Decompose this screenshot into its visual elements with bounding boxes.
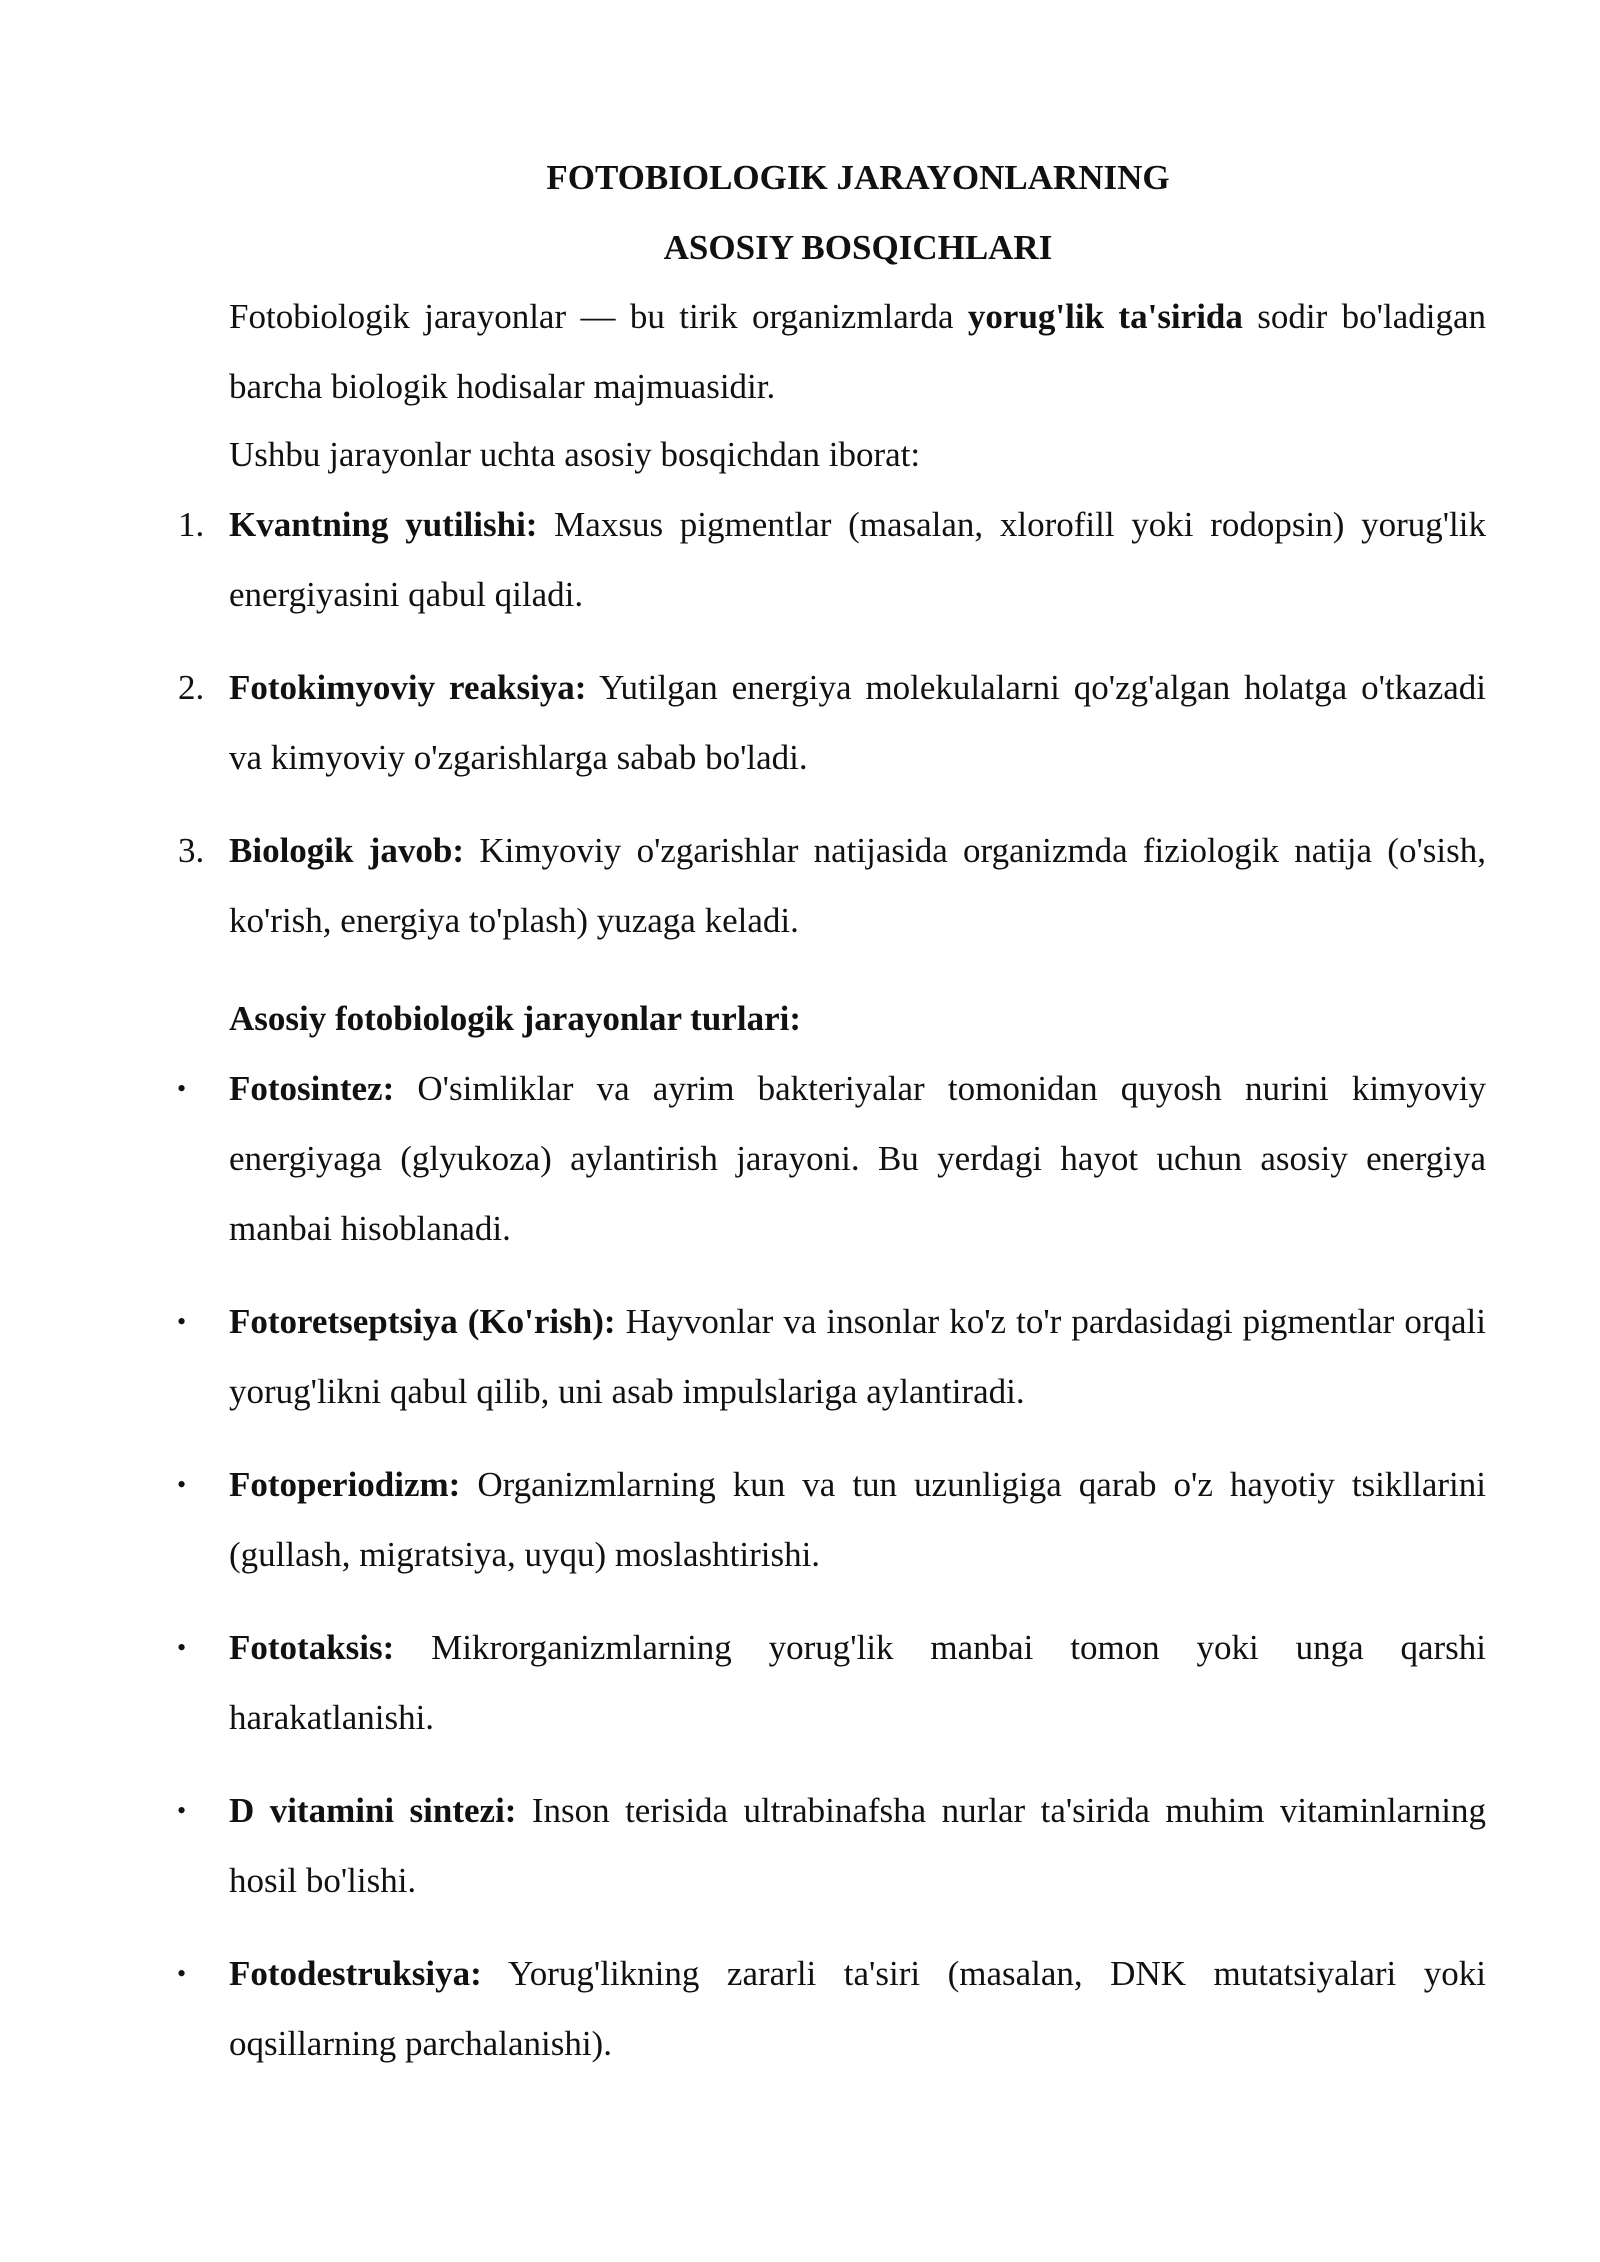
list-number: 1. <box>178 505 205 544</box>
bullet-icon: • <box>177 1470 187 1499</box>
type-term: Fototaksis: <box>229 1628 395 1667</box>
intro-paragraph <box>229 282 1486 422</box>
stage-text: Maxsus pigmentlar (masalan, xlorofill yoki rodopsin) yorug'lik energiyasini qabul qiladi. <box>229 505 1486 614</box>
type-item <box>177 1054 1486 1264</box>
type-item <box>177 1450 1486 1590</box>
bullet-icon: • <box>177 1633 187 1662</box>
stage-item <box>178 816 1486 956</box>
bullet-icon: • <box>177 1796 187 1825</box>
list-number: 2. <box>178 668 205 707</box>
list-number: 3. <box>178 831 205 870</box>
type-item <box>177 1776 1486 1916</box>
type-text: Yorug'likning zararli ta'siri (masalan, DNK mutatsiyalari yoki oqsillarning parchalanishi). <box>229 1954 1486 2063</box>
stage-text: Kimyoviy o'zgarishlar natijasida organizmda fiziologik natija (o'sish, ko'rish, energiya to'plash) yuzaga keladi. <box>229 831 1486 940</box>
document-title-line-1: FOTOBIOLOGIK JARAYONLARNING <box>546 158 1170 197</box>
type-term: D vitamini sintezi: <box>229 1791 517 1830</box>
stage-term: Biologik javob: <box>229 831 465 870</box>
type-text: Mikrorganizmlarning yorug'lik manbai tomon yoki unga qarshi harakatlanishi. <box>229 1628 1486 1737</box>
document-title-line-2: ASOSIY BOSQICHLARI <box>663 228 1053 267</box>
type-text: Inson terisida ultrabinafsha nurlar ta'sirida muhim vitaminlarning hosil bo'lishi. <box>229 1791 1486 1900</box>
intro-text-after: sodir bo'ladigan barcha biologik hodisalar majmuasidir. <box>229 297 1486 406</box>
type-item <box>177 1287 1486 1427</box>
stages-intro: Ushbu jarayonlar uchta asosiy bosqichdan iborat: <box>229 435 921 474</box>
intro-text-before: Fotobiologik jarayonlar — bu tirik organizmlarda <box>229 297 968 336</box>
types-heading: Asosiy fotobiologik jarayonlar turlari: <box>229 999 801 1038</box>
type-term: Fotoretseptsiya (Ko'rish): <box>229 1302 616 1341</box>
type-term: Fotoperiodizm: <box>229 1465 461 1504</box>
type-text: Organizmlarning kun va tun uzunligiga qarab o'z hayotiy tsikllarini (gullash, migratsiya, uyqu) moslashtirishi. <box>229 1465 1486 1574</box>
bullet-icon: • <box>177 1307 187 1336</box>
stage-item <box>178 653 1486 793</box>
type-item <box>177 1939 1486 2079</box>
type-term: Fotodestruksiya: <box>229 1954 482 1993</box>
stage-term: Kvantning yutilishi: <box>229 505 538 544</box>
stage-item <box>178 490 1486 630</box>
stage-text: Yutilgan energiya molekulalarni qo'zg'algan holatga o'tkazadi va kimyoviy o'zgarishlarga sabab bo'ladi. <box>229 668 1486 777</box>
intro-text-bold: yorug'lik ta'sirida <box>967 297 1243 336</box>
bullet-icon: • <box>177 1074 187 1103</box>
stage-term: Fotokimyoviy reaksiya: <box>229 668 587 707</box>
type-text: Hayvonlar va insonlar ko'z to'r pardasidagi pigmentlar orqali yorug'likni qabul qilib, uni asab impulslariga aylantiradi. <box>229 1302 1486 1411</box>
type-text: O'simliklar va ayrim bakteriyalar tomonidan quyosh nurini kimyoviy energiyaga (glyukoza) aylantirish jarayoni. Bu yerdagi hayot uchun asosiy energiya manbai hisoblanadi. <box>229 1069 1486 1248</box>
bullet-icon: • <box>177 1959 187 1988</box>
type-item <box>177 1613 1486 1753</box>
type-term: Fotosintez: <box>229 1069 395 1108</box>
